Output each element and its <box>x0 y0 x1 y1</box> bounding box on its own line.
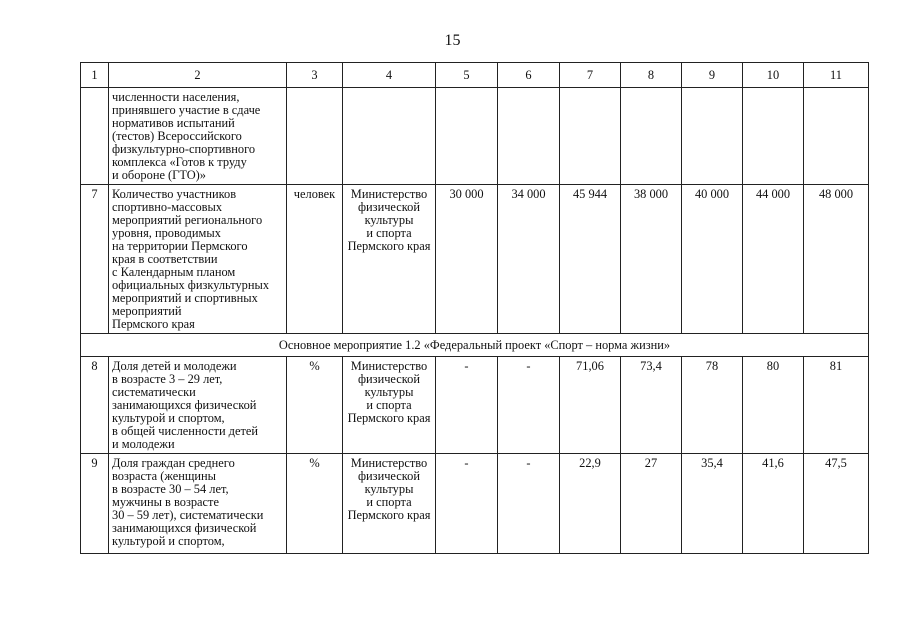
header-cell: 6 <box>498 63 560 88</box>
indicators-table <box>80 62 869 554</box>
indicator-name-cell: Доля детей и молодежи в возрасте 3 – 29 лет, систематически занимающихся физической культурой и спортом, в общей численности детей и молодежи <box>109 357 287 454</box>
value-cell <box>560 88 621 185</box>
value-cell: 30 000 <box>436 185 498 334</box>
header-cell: 8 <box>621 63 682 88</box>
indicator-name-cell: Количество участников спортивно-массовых мероприятий регионального уровня, проводимых на территории Пермского края в соответствии с Календарным планом официальных физкультурных мероприятий и спортивных мероприятий Пермского края <box>109 185 287 334</box>
header-cell: 10 <box>743 63 804 88</box>
value-cell: 22,9 <box>560 454 621 554</box>
row-number-cell <box>81 88 109 185</box>
value-cell: 34 000 <box>498 185 560 334</box>
table-row <box>81 454 869 554</box>
value-cell: 47,5 <box>804 454 869 554</box>
value-cell <box>436 88 498 185</box>
responsible-cell: Министерство физической культуры и спорта Пермского края <box>343 357 436 454</box>
value-cell: - <box>436 357 498 454</box>
value-cell: 48 000 <box>804 185 869 334</box>
unit-cell: человек <box>287 185 343 334</box>
value-cell: 38 000 <box>621 185 682 334</box>
header-cell: 7 <box>560 63 621 88</box>
value-cell: - <box>436 454 498 554</box>
value-cell: 44 000 <box>743 185 804 334</box>
value-cell: 27 <box>621 454 682 554</box>
header-cell: 2 <box>109 63 287 88</box>
header-cell: 11 <box>804 63 869 88</box>
unit-cell: % <box>287 357 343 454</box>
value-cell: 71,06 <box>560 357 621 454</box>
header-cell: 9 <box>682 63 743 88</box>
value-cell: - <box>498 454 560 554</box>
value-cell <box>498 88 560 185</box>
value-cell: 40 000 <box>682 185 743 334</box>
table-row <box>81 185 869 334</box>
responsible-cell <box>343 88 436 185</box>
header-row <box>81 63 869 88</box>
header-cell: 3 <box>287 63 343 88</box>
row-number-cell: 9 <box>81 454 109 554</box>
responsible-cell: Министерство физической культуры и спорта Пермского края <box>343 185 436 334</box>
row-number-cell: 8 <box>81 357 109 454</box>
header-cell: 5 <box>436 63 498 88</box>
header-cell: 4 <box>343 63 436 88</box>
value-cell: 78 <box>682 357 743 454</box>
value-cell: 73,4 <box>621 357 682 454</box>
value-cell: 35,4 <box>682 454 743 554</box>
section-heading: Основное мероприятие 1.2 «Федеральный проект «Спорт – норма жизни» <box>81 334 869 357</box>
value-cell <box>804 88 869 185</box>
unit-cell: % <box>287 454 343 554</box>
header-cell: 1 <box>81 63 109 88</box>
value-cell <box>621 88 682 185</box>
table-row <box>81 357 869 454</box>
row-number-cell: 7 <box>81 185 109 334</box>
unit-cell <box>287 88 343 185</box>
value-cell <box>743 88 804 185</box>
table-row <box>81 88 869 185</box>
value-cell: 80 <box>743 357 804 454</box>
indicator-name-cell: Доля граждан среднего возраста (женщины в возрасте 30 – 54 лет, мужчины в возрасте 30 – 59 лет), систематически занимающихся физической культурой и спортом, <box>109 454 287 554</box>
responsible-cell: Министерство физической культуры и спорта Пермского края <box>343 454 436 554</box>
value-cell: 81 <box>804 357 869 454</box>
value-cell: 41,6 <box>743 454 804 554</box>
value-cell <box>682 88 743 185</box>
section-row <box>81 334 869 357</box>
page-number: 15 <box>444 32 461 49</box>
value-cell: - <box>498 357 560 454</box>
indicator-name-cell: численности населения, принявшего участие в сдаче нормативов испытаний (тестов) Всероссийского физкультурно-спортивного комплекса «Готов к труду и обороне (ГТО)» <box>109 88 287 185</box>
value-cell: 45 944 <box>560 185 621 334</box>
